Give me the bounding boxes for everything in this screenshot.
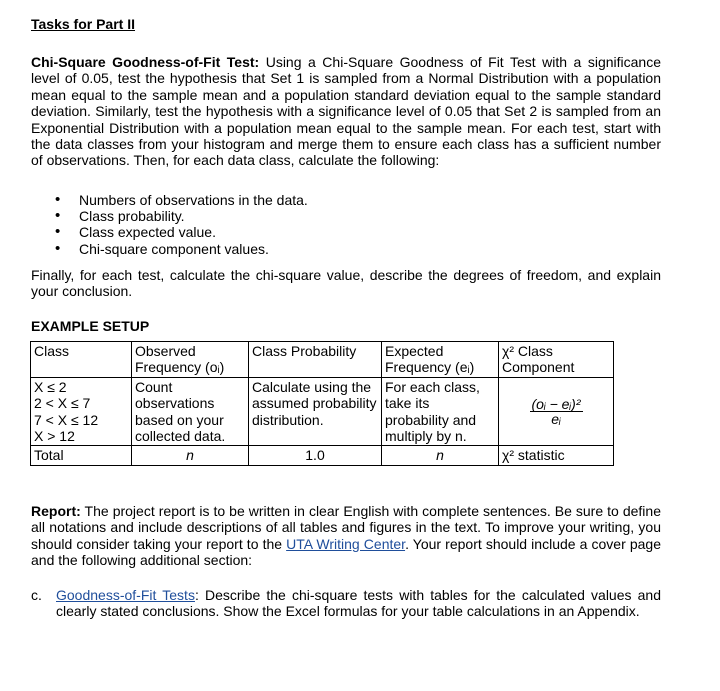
component-formula <box>499 377 614 446</box>
calculation-list <box>55 192 308 257</box>
report-paragraph <box>31 503 661 569</box>
header-observed: Observed Frequency (oᵢ) <box>132 342 249 378</box>
total-expected: n <box>382 446 499 465</box>
page-title: Tasks for Part II <box>31 16 136 32</box>
report-text-before: The project report is to be written in clear English with complete sentences. Be sure to define all notations and include descriptions of all tables and figures in the text. To improve your writing, you should consider taking your report to the <box>31 503 661 552</box>
report-heading: Report: <box>31 503 81 519</box>
observed-description: Count observations based on your collected data. <box>132 377 249 446</box>
list-item: • Numbers of observations in the data. <box>55 192 308 208</box>
table-total-row <box>31 446 614 465</box>
class-label: X ≤ 2 <box>34 378 67 395</box>
expected-description: For each class, take its probability and multiply by n. <box>382 377 499 446</box>
table-row <box>31 377 614 446</box>
class-label: 2 < X ≤ 7 <box>34 395 91 412</box>
list-item: • Class expected value. <box>55 224 308 240</box>
finally-paragraph: Finally, for each test, calculate the chi-square value, describe the degrees of freedom, and explain your conclusion. <box>31 267 661 300</box>
list-item: • Chi-square component values. <box>55 241 308 257</box>
total-label: Total <box>31 446 132 465</box>
report-text-after: . Your report should include a cover page and the following additional section: <box>31 535 661 569</box>
class-label: 7 < X ≤ 12 <box>34 411 99 428</box>
example-setup-table <box>30 341 614 466</box>
list-item: • Class probability. <box>55 208 308 224</box>
formula-denominator: eᵢ <box>551 411 561 428</box>
example-heading: EXAMPLE SETUP <box>31 318 150 334</box>
intro-text: Using a Chi-Square Goodness of Fit Test with a significance level of 0.05, test the hypothesis that Set 1 is sampled from a Normal Distribution with a population mean equal to the sample mean and a population standard deviation equal to the sample standard deviation. Similarly, test the hypothesis with a significance level of 0.05 that Set 2 is sampled from an Exponential Distribution with a population mean equal to the sample mean. For each test, start with the data classes from your histogram and merge them to ensure each class has a sufficient number of observations. Then, for each data class, calculate the following: <box>31 54 661 169</box>
probability-description: Calculate using the assumed probability distribution. <box>249 377 382 446</box>
intro-heading: Chi-Square Goodness-of-Fit Test: <box>31 54 260 70</box>
header-expected: Expected Frequency (eᵢ) <box>382 342 499 378</box>
header-probability: Class Probability <box>249 342 382 378</box>
section-c-text: : Describe the chi-square tests with tables for the calculated values and clearly stated conclusions. Show the Excel formulas for your table calculations in an Appendix. <box>56 587 662 620</box>
class-label: X > 12 <box>34 428 75 445</box>
writing-center-link[interactable]: UTA Writing Center <box>286 535 406 552</box>
header-component: χ² Class Component <box>499 342 614 378</box>
goodness-of-fit-link[interactable]: Goodness-of-Fit Tests <box>56 587 195 603</box>
total-component: χ² statistic <box>499 446 614 465</box>
total-observed: n <box>132 446 249 465</box>
header-class: Class <box>31 342 132 378</box>
chi-square-fraction <box>530 397 583 426</box>
total-probability: 1.0 <box>249 446 382 465</box>
formula-numerator: (oᵢ − eᵢ)² <box>531 396 581 413</box>
section-c-paragraph <box>56 587 661 620</box>
section-label: c. <box>31 587 42 603</box>
class-list <box>31 377 132 446</box>
table-header-row <box>31 342 614 378</box>
intro-paragraph <box>31 54 661 169</box>
